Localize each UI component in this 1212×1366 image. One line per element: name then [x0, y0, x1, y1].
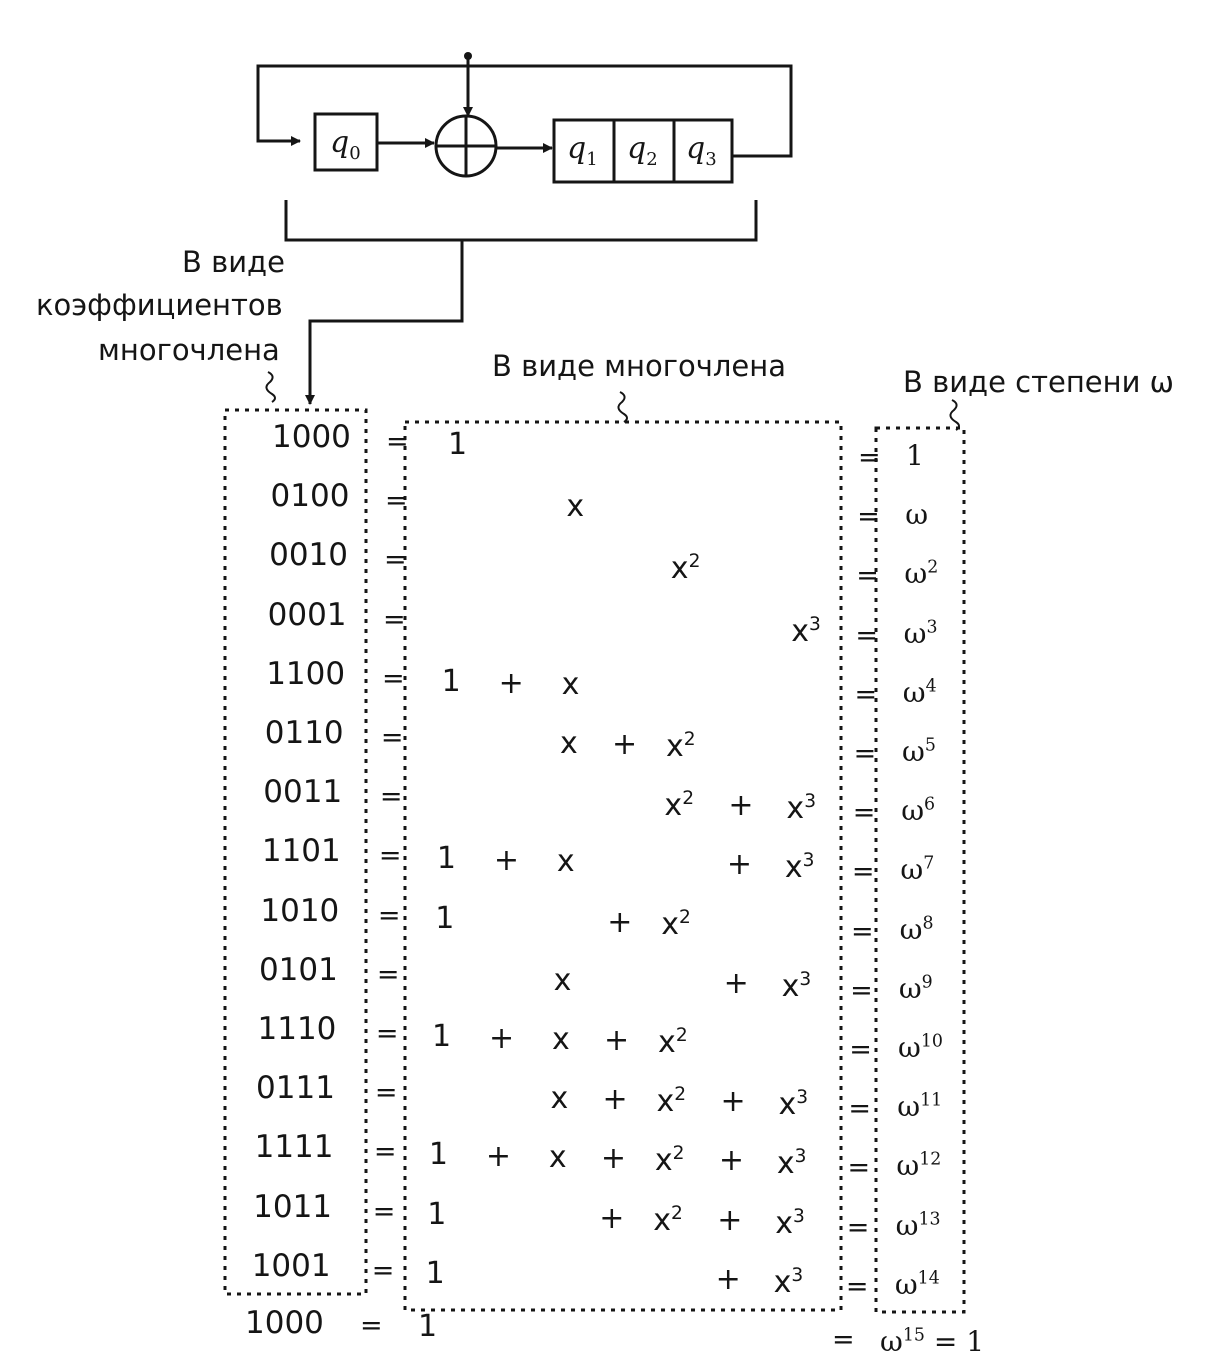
power-12: $\omega^{12}$ [896, 1149, 942, 1183]
power-9: $\omega^9$ [898, 971, 933, 1005]
coef-bin-2: 0010 [269, 537, 348, 574]
eq-power-8: = [851, 915, 874, 947]
coef-arrow [310, 240, 462, 404]
poly-term-12-0: 1 [428, 1137, 448, 1173]
poly-term-10-1: x [552, 1022, 570, 1057]
poly-plus-11-2: + [720, 1084, 746, 1120]
power-3: $\omega^3$ [903, 616, 938, 650]
power-0: 1 [906, 439, 924, 472]
power-7: $\omega^7$ [900, 853, 935, 887]
coef-bin-13: 1011 [253, 1188, 333, 1225]
poly-plus-12-3: + [718, 1143, 744, 1179]
poly-term-2-2: $x^2$ [670, 551, 701, 587]
register-label-q3: $q_3$ [686, 131, 717, 170]
coef-bin-0: 1000 [272, 419, 351, 455]
power-8: $\omega^8$ [899, 912, 934, 946]
register-label-q0: $q_0$ [330, 125, 361, 164]
poly-plus-11-1: + [602, 1082, 628, 1118]
poly-term-11-1: x [550, 1081, 569, 1117]
poly-plus-8-1: + [607, 904, 633, 940]
power-1: ω [905, 498, 929, 532]
final-bin: 1000 [245, 1305, 324, 1341]
poly-term-4-0: 1 [441, 663, 461, 699]
coef-bin-5: 0110 [264, 715, 344, 751]
eq-power-14: = [845, 1270, 869, 1302]
poly-plus-7-2: + [726, 847, 752, 883]
final-eq-2: = [832, 1324, 855, 1355]
poly-plus-12-1: + [485, 1139, 511, 1175]
poly-term-7-3: $x^3$ [784, 850, 815, 886]
coef-bin-9: 0101 [258, 951, 338, 988]
eq-coef-12: = [373, 1136, 397, 1168]
register-bracket [286, 200, 756, 240]
coef-bin-14: 1001 [251, 1247, 331, 1284]
coef-bin-3: 0001 [267, 596, 347, 633]
eq-power-9: = [850, 974, 873, 1006]
poly-term-8-0: 1 [435, 900, 455, 936]
poly-term-14-3: $x^3$ [773, 1264, 804, 1300]
eq-coef-14: = [371, 1254, 395, 1286]
eq-power-5: = [853, 738, 877, 769]
poly-plus-5-1: + [612, 727, 638, 762]
eq-coef-1: = [384, 485, 408, 517]
poly-plus-9-1: + [723, 965, 749, 1001]
poly-term-14-0: 1 [425, 1255, 445, 1291]
poly-term-10-2: $x^2$ [658, 1025, 688, 1060]
coef-label-line3: многочлена [98, 333, 280, 367]
coef-bin-4: 1100 [266, 655, 346, 692]
eq-coef-4: = [381, 662, 405, 694]
eq-power-10: = [849, 1034, 872, 1065]
power-11: $\omega^{11}$ [897, 1090, 943, 1124]
poly-term-5-1: x [560, 726, 578, 761]
power-label: В виде степени ω [903, 365, 1174, 399]
power-2: $\omega^2$ [904, 557, 939, 591]
power-10: $\omega^{10}$ [898, 1031, 943, 1064]
coef-label-line1: В виде [182, 245, 285, 279]
poly-term-12-3: $x^3$ [776, 1146, 807, 1182]
poly-term-6-2: $x^2$ [664, 788, 695, 824]
poly-term-4-1: x [561, 666, 580, 702]
eq-coef-2: = [383, 544, 407, 576]
eq-power-11: = [848, 1093, 872, 1125]
poly-term-13-3: $x^3$ [775, 1205, 805, 1241]
poly-term-12-2: $x^2$ [654, 1143, 685, 1179]
poly-term-5-2: $x^2$ [666, 729, 696, 764]
eq-coef-11: = [374, 1077, 398, 1109]
poly-term-9-1: x [553, 962, 572, 998]
coef-bin-8: 1010 [260, 892, 340, 929]
eq-power-3: = [855, 619, 878, 651]
coef-bin-7: 1101 [261, 833, 341, 870]
final-power: $\omega^{15} = 1$ [880, 1325, 985, 1358]
poly-plus-10-1: + [489, 1021, 515, 1056]
eq-power-12: = [847, 1152, 871, 1184]
eq-power-6: = [852, 797, 876, 829]
poly-term-7-0: 1 [436, 841, 456, 877]
poly-term-13-0: 1 [427, 1196, 447, 1232]
power-4: $\omega^4$ [902, 675, 937, 709]
eq-power-2: = [856, 560, 879, 592]
power-14: $\omega^{14}$ [894, 1267, 940, 1301]
power-5: $\omega^5$ [902, 735, 936, 768]
poly-plus-13-2: + [717, 1202, 743, 1238]
poly-term-1-1: x [566, 489, 585, 525]
poly-term-6-3: $x^3$ [786, 791, 817, 827]
poly-term-0-0: 1 [448, 427, 468, 462]
eq-coef-10: = [375, 1018, 399, 1049]
final-eq-1: = [360, 1310, 383, 1341]
eq-power-13: = [846, 1211, 870, 1243]
poly-plus-4-1: + [498, 665, 524, 701]
poly-term-3-3: $x^3$ [791, 613, 821, 649]
final-poly: 1 [418, 1309, 438, 1344]
poly-term-10-0: 1 [432, 1019, 452, 1054]
poly-plus-7-1: + [493, 843, 519, 879]
eq-coef-8: = [377, 899, 401, 931]
register-label-q1: $q_1$ [567, 131, 598, 170]
coef-bin-1: 0100 [270, 478, 350, 515]
poly-label: В виде многочлена [492, 349, 786, 383]
power-13: $\omega^{13}$ [895, 1208, 941, 1242]
poly-plus-14-1: + [715, 1261, 741, 1297]
coef-bin-10: 1110 [257, 1011, 337, 1047]
eq-power-7: = [851, 856, 875, 888]
eq-coef-9: = [376, 958, 400, 990]
poly-term-7-1: x [556, 844, 575, 880]
squiggle-poly [618, 392, 627, 422]
poly-term-11-3: $x^3$ [778, 1087, 809, 1123]
poly-term-12-1: x [548, 1140, 567, 1176]
poly-term-9-3: $x^3$ [781, 968, 812, 1004]
poly-term-13-2: $x^2$ [653, 1202, 683, 1238]
eq-coef-13: = [372, 1195, 396, 1227]
eq-coef-5: = [380, 722, 404, 753]
poly-plus-10-2: + [604, 1023, 630, 1058]
squiggle-power [950, 400, 959, 430]
eq-power-4: = [854, 678, 878, 710]
eq-coef-3: = [382, 603, 406, 635]
poly-plus-12-2: + [600, 1141, 626, 1177]
eq-power-1: = [857, 501, 880, 533]
poly-plus-13-1: + [599, 1200, 625, 1236]
eq-power-0: = [858, 442, 881, 473]
poly-term-11-2: $x^2$ [656, 1084, 687, 1120]
power-6: $\omega^6$ [901, 794, 936, 828]
eq-coef-7: = [378, 840, 402, 872]
coef-label-line2: коэффициентов [36, 288, 283, 322]
poly-dotted-box [405, 422, 841, 1310]
poly-term-8-2: $x^2$ [661, 906, 691, 942]
squiggle-coef [266, 372, 275, 402]
eq-coef-0: = [386, 426, 409, 457]
poly-plus-6-1: + [728, 788, 754, 824]
coef-bin-11: 0111 [256, 1070, 335, 1107]
eq-coef-6: = [379, 781, 403, 813]
register-label-q2: $q_2$ [627, 131, 658, 170]
coef-bin-6: 0011 [263, 774, 343, 811]
coef-bin-12: 1111 [254, 1129, 334, 1166]
